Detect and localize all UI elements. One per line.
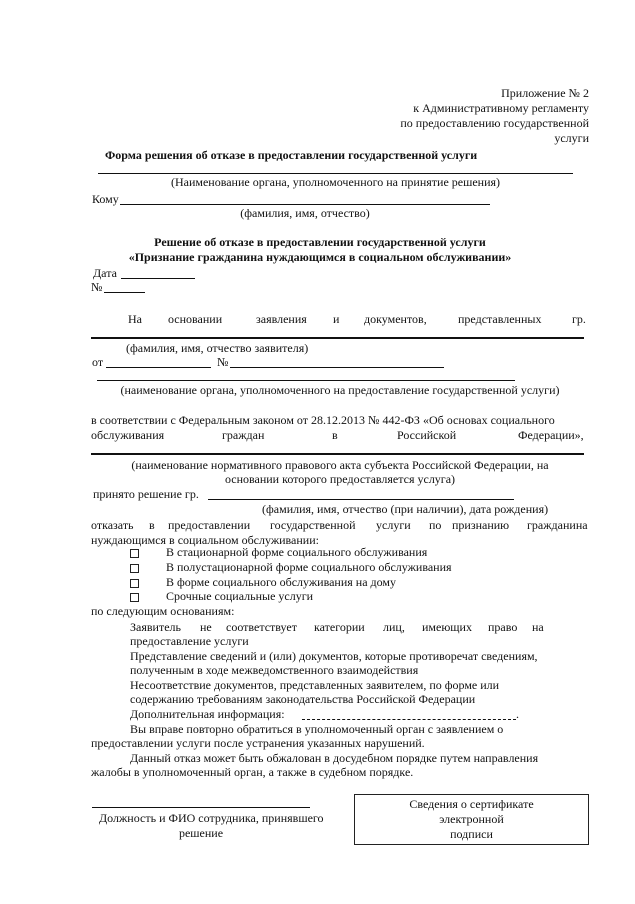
service-org-caption: (наименование органа, уполномоченного на предоставление государственной услуги) [120, 383, 560, 397]
service-org-line [97, 380, 515, 381]
grounds-label: по следующим основаниям: [91, 604, 235, 618]
certificate-box [354, 794, 589, 845]
refuse-word: по [429, 518, 442, 532]
appendix-regulation: к Административному регламенту [413, 101, 589, 115]
number-label: № [91, 280, 103, 294]
decision-title: Решение об отказе в предоставлении государственной услуги [154, 235, 486, 249]
additional-info-label: Дополнительная информация: [130, 707, 285, 721]
date-label: Дата [93, 266, 117, 280]
applicant-line [91, 337, 584, 339]
appendix-provision: по предоставлению государственной [400, 116, 589, 130]
refuse-word: гражданина [527, 518, 588, 532]
refuse-word: признанию [452, 518, 510, 532]
regional-act-caption-1: (наименование нормативного правового акта субъекта Российской Федерации, на [131, 458, 549, 472]
signature-caption-2: решение [178, 826, 224, 840]
ground-word: не [200, 620, 212, 634]
option-checkbox[interactable] [130, 593, 139, 602]
option-label: В полустационарной форме социального обслуживания [166, 560, 452, 574]
decision-made-label: принято решение гр. [93, 487, 199, 501]
law-word: Российской [397, 428, 457, 442]
notice-1-line2: предоставлении услуги после устранения указанных нарушений. [91, 736, 425, 750]
basis-word: заявления [256, 312, 307, 326]
basis-word: На [128, 312, 142, 326]
from-date-line [106, 367, 211, 368]
law-word: обслуживания [91, 428, 165, 442]
to-line [120, 204, 490, 205]
date-line [121, 278, 195, 279]
ground-word: соответствует [226, 620, 297, 634]
ground-3-line2: содержанию требованиям законодательства Российской Федерации [130, 692, 476, 706]
refuse-word: услуги [376, 518, 411, 532]
option-label: Срочные социальные услуги [166, 589, 314, 603]
from-number-label: № [217, 355, 229, 369]
ground-word: право [488, 620, 518, 634]
ground-word: имеющих [422, 620, 472, 634]
decision-made-caption: (фамилия, имя, отчество (при наличии), дата рождения) [262, 502, 549, 516]
ground-2-line1: Представление сведений и (или) документов, которые противоречат сведениям, [130, 649, 538, 663]
notice-2-line1: Данный отказ может быть обжалован в досудебном порядке путем направления [130, 751, 539, 765]
option-label: В стационарной форме социального обслуживания [166, 545, 428, 559]
regional-act-line [91, 453, 584, 455]
ground-word: категории [314, 620, 365, 634]
basis-word: представленных [458, 312, 542, 326]
option-checkbox[interactable] [130, 549, 139, 558]
law-word: граждан [222, 428, 265, 442]
refuse-word: государственной [270, 518, 356, 532]
basis-word: гр. [572, 312, 586, 326]
ground-word: лиц, [383, 620, 405, 634]
to-label: Кому [92, 192, 119, 206]
certificate-line2: электронной [439, 812, 504, 826]
org-caption: (Наименование органа, уполномоченного на принятие решения) [170, 175, 501, 189]
basis-word: документов, [364, 312, 427, 326]
additional-info-end: . [516, 707, 519, 721]
ground-word: на [532, 620, 544, 634]
notice-1-line1: Вы вправе повторно обратиться в уполномоченный орган с заявлением о [130, 722, 504, 736]
certificate-line3: подписи [450, 827, 493, 841]
option-checkbox[interactable] [130, 579, 139, 588]
law-line1: в соответствии с Федеральным законом от 28.12.2013 № 442-ФЗ «Об основах социального [91, 413, 555, 427]
signature-caption-1: Должность и ФИО сотрудника, принявшего [99, 811, 324, 825]
law-word: в [332, 428, 338, 442]
refuse-word: в [149, 518, 155, 532]
basis-word: и [333, 312, 340, 326]
ground-word: Заявитель [130, 620, 181, 634]
applicant-caption: (фамилия, имя, отчество заявителя) [126, 341, 309, 355]
appendix-number: Приложение № 2 [501, 86, 589, 100]
law-word: Федерации», [518, 428, 584, 442]
ground-2-line2: полученным в ходе межведомственного взаимодействия [130, 663, 419, 677]
certificate-line1: Сведения о сертификате [409, 797, 534, 811]
refuse-line2: нуждающимся в социальном обслуживании: [91, 533, 319, 547]
ground-3-line1: Несоответствие документов, представленных заявителем, по форме или [130, 678, 500, 692]
ground-1-line2: предоставление услуги [130, 634, 249, 648]
regional-act-caption-2: основании которого предоставляется услуга) [224, 472, 456, 486]
notice-2-line2: жалобы в уполномоченный орган, а также в судебном порядке. [91, 765, 414, 779]
option-label: В форме социального обслуживания на дому [166, 575, 397, 589]
fio-caption: (фамилия, имя, отчество) [240, 206, 370, 220]
refuse-word: отказать [91, 518, 134, 532]
number-line [104, 292, 145, 293]
from-label: от [92, 355, 104, 369]
org-line [98, 173, 573, 174]
decision-service-name: «Признание гражданина нуждающимся в социальном обслуживании» [128, 250, 512, 264]
option-checkbox[interactable] [130, 564, 139, 573]
form-title: Форма решения об отказе в предоставлении государственной услуги [105, 148, 478, 162]
refuse-word: предоставлении [168, 518, 251, 532]
basis-word: основании [168, 312, 223, 326]
appendix-service: услуги [554, 131, 589, 145]
additional-info-line[interactable] [302, 719, 516, 720]
from-number-line [230, 367, 444, 368]
decision-made-line [208, 499, 514, 500]
signature-line[interactable] [92, 807, 310, 808]
